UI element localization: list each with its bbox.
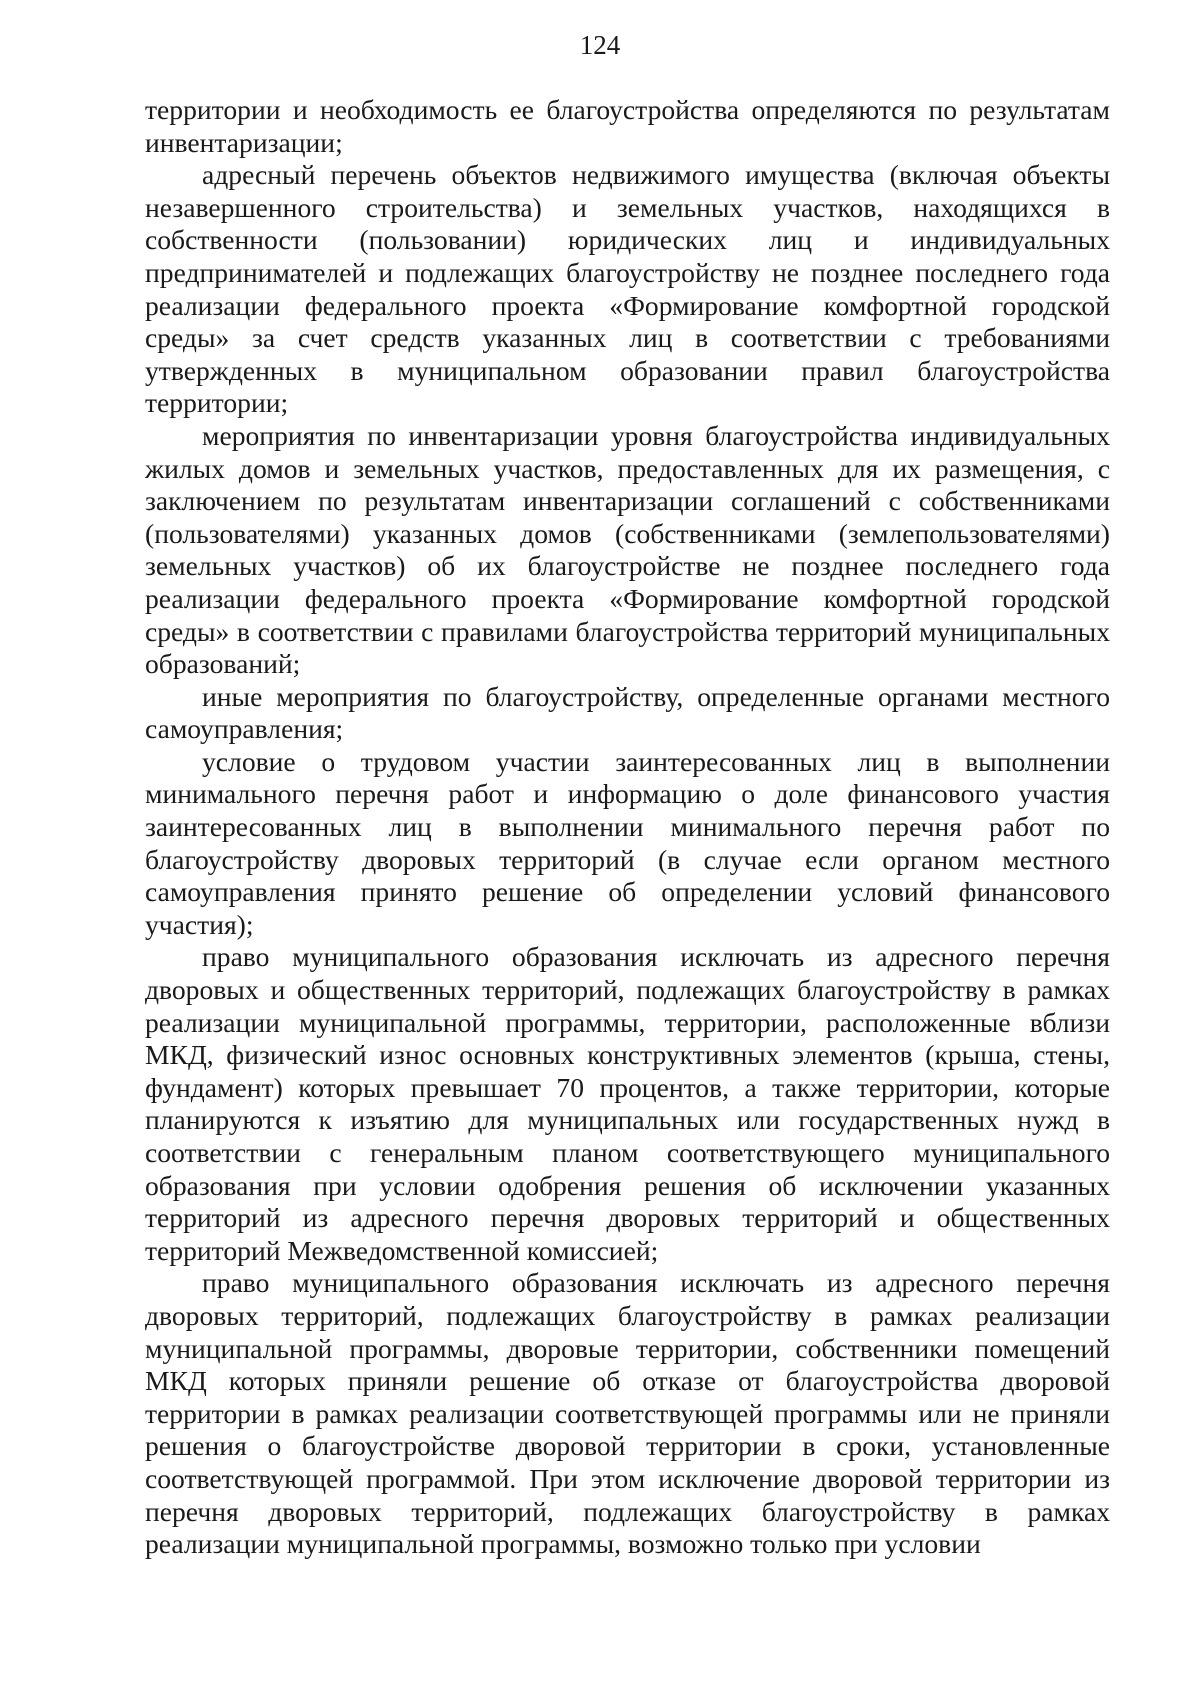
paragraph-exclusion-right-worn: право муниципального образования исключать из адресного перечня дворовых и общественных территорий, подлежащих благоустройству в рамках реализации муниципальной программы, территории, расположенные вблизи МКД, физический износ основных конструктивных элементов (крыша, стены, фундамент) которых превышает 70 процентов, а также территории, которые планируются к изъятию для муниципальных или государственных нужд в соответствии с генеральным планом соответствующего муниципального образования при условии одобрения решения об исключении указанных территорий из адресного перечня дворовых территорий и общественных территорий Межведомственной комиссией; [145, 941, 1110, 1266]
paragraph-inventory-measures: мероприятия по инвентаризации уровня благоустройства индивидуальных жилых домов и земельных участков, предоставленных для их размещения, с заключением по результатам инвентаризации соглашений с собственниками (пользователями) указанных домов (собственниками (землепользователями) земельных участков) об их благоустройстве не позднее последнего года реализации федерального проекта «Формирование комфортной городской среды» в соответствии с правилами благоустройства территорий муниципальных образований; [145, 419, 1110, 680]
page-number: 124 [579, 30, 621, 60]
paragraph-continuation: территории и необходимость ее благоустройства определяются по результатам инвентаризации; [145, 94, 1110, 158]
paragraph-other-measures: иные мероприятия по благоустройству, определенные органами местного самоуправления; [145, 680, 1110, 745]
paragraph-address-list: адресный перечень объектов недвижимого имущества (включая объекты незавершенного строительства) и земельных участков, находящихся в собственности (пользовании) юридических лиц и индивидуальных предпринимателей и подлежащих благоустройству не позднее последнего года реализации федерального проекта «Формирование комфортной городской среды» за счет средств указанных лиц в соответствии с требованиями утвержденных в муниципальном образовании правил благоустройства территории; [145, 159, 1110, 419]
paragraph-exclusion-right-refusal: право муниципального образования исключать из адресного перечня дворовых территорий, подлежащих благоустройству в рамках реализации муниципальной программы, дворовые территории, собственники помещений МКД которых приняли решение об отказе от благоустройства дворовой территории в рамках реализации соответствующей программы или не приняли решения о благоустройстве дворовой территории в сроки, установленные соответствующей программой. При этом исключение дворовой территории из перечня дворовых территорий, подлежащих благоустройству в рамках реализации муниципальной программы, возможно только при условии [145, 1267, 1110, 1560]
paragraph-labor-participation: условие о трудовом участии заинтересованных лиц в выполнении минимального перечня работ и информацию о доле финансового участия заинтересованных лиц в выполнении минимального перечня работ по благоустройству дворовых территорий (в случае если органом местного самоуправления принято решение об определении условий финансового участия); [145, 745, 1110, 940]
document-body [145, 94, 1110, 1561]
